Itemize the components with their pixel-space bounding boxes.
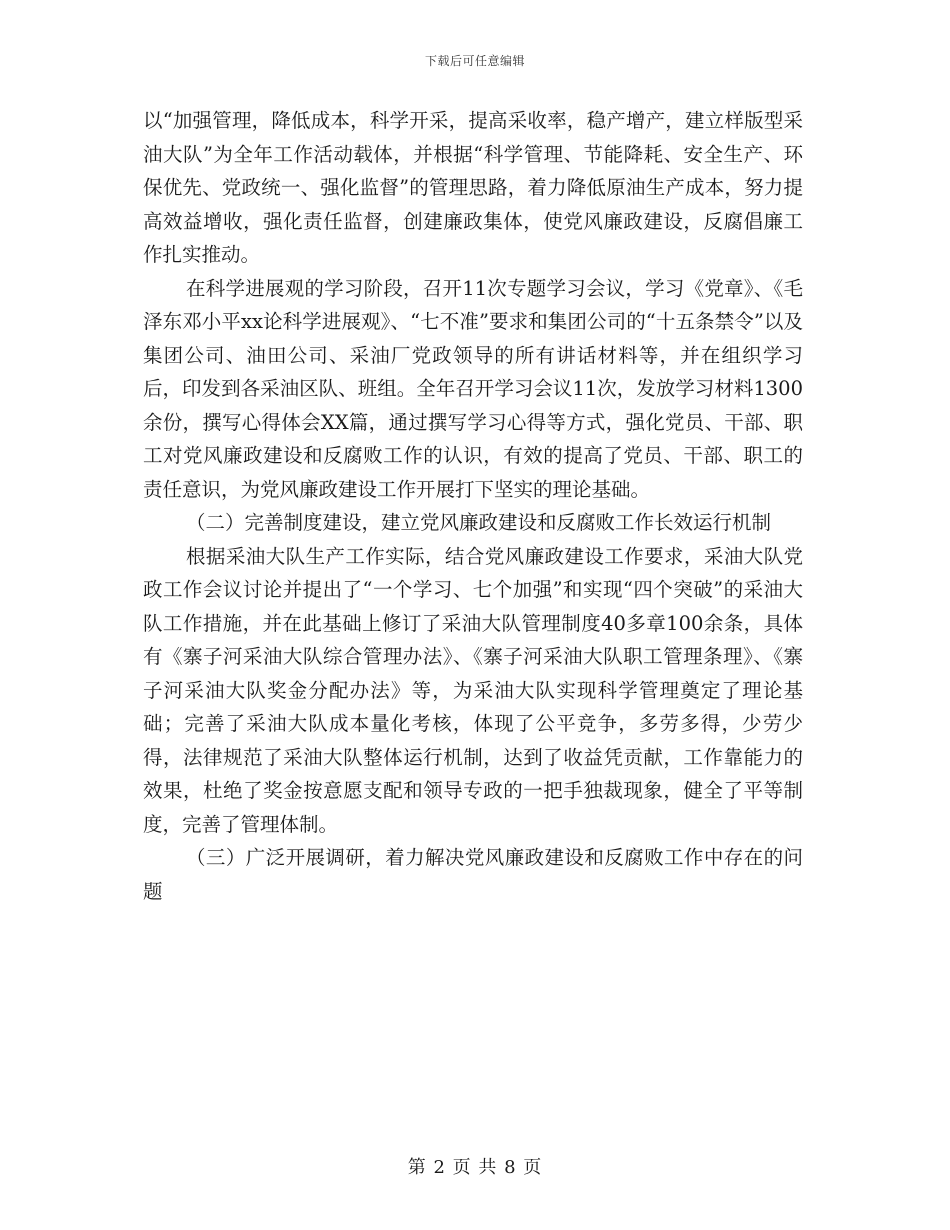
page-header: 下载后可任意编辑 [424, 54, 525, 68]
paragraph-2: 在科学进展观的学习阶段，召开11次专题学习会议，学习《党章》、《毛泽东邓小平xx论科学进展观》、“七不准”要求和集团公司的“十五条禁令”以及集团公司、油田公司、采油厂党政领导的所有讲话材料等，并在组织学习后，印发到各采油区队、班组。全年召开学习会议11次，发放学习材料1300余份，撰写心得体会XX篇，通过撰写学习心得等方式，强化党员、干部、职工对党风廉政建设和反腐败工作的认识，有效的提高了党员、干部、职工的责任意识，为党风廉政建设工作开展打下坚实的理论基础。 [143, 276, 803, 501]
document-body [143, 104, 803, 908]
section-heading-3: （三）广泛开展调研，着力解决党风廉政建设和反腐败工作中存在的问题 [143, 846, 803, 903]
paragraph-3: 根据采油大队生产工作实际，结合党风廉政建设工作要求，采油大队党政工作会议讨论并提出了“一个学习、七个加强”和实现“四个突破”的采油大队工作措施，并在此基础上修订了采油大队管理制度40多章100余条，具体有《寨子河采油大队综合管理办法》、《寨子河采油大队职工管理条理》、《寨子河采油大队奖金分配办法》等，为采油大队实现科学管理奠定了理论基础；完善了采油大队成本量化考核，体现了公平竞争，多劳多得，少劳少得，法律规范了采油大队整体运行机制，达到了收益凭贡献，工作靠能力的效果，杜绝了奖金按意愿支配和领导专政的一把手独裁现象，健全了平等制度，完善了管理体制。 [143, 544, 803, 836]
section-heading-2: （二）完善制度建设，建立党风廉政建设和反腐败工作长效运行机制 [186, 511, 772, 534]
page-number: 第 2 页 共 8 页 [407, 1157, 543, 1178]
paragraph-1: 以“加强管理，降低成本，科学开采，提高采收率，稳产增产，建立样版型采油大队”为全年工作活动载体，并根据“科学管理、节能降耗、安全生产、环保优先、党政统一、强化监督”的管理思路，着力降低原油生产成本，努力提高效益增收，强化责任监督，创建廉政集体，使党风廉政建设，反腐倡廉工作扎实推动。 [143, 109, 803, 266]
